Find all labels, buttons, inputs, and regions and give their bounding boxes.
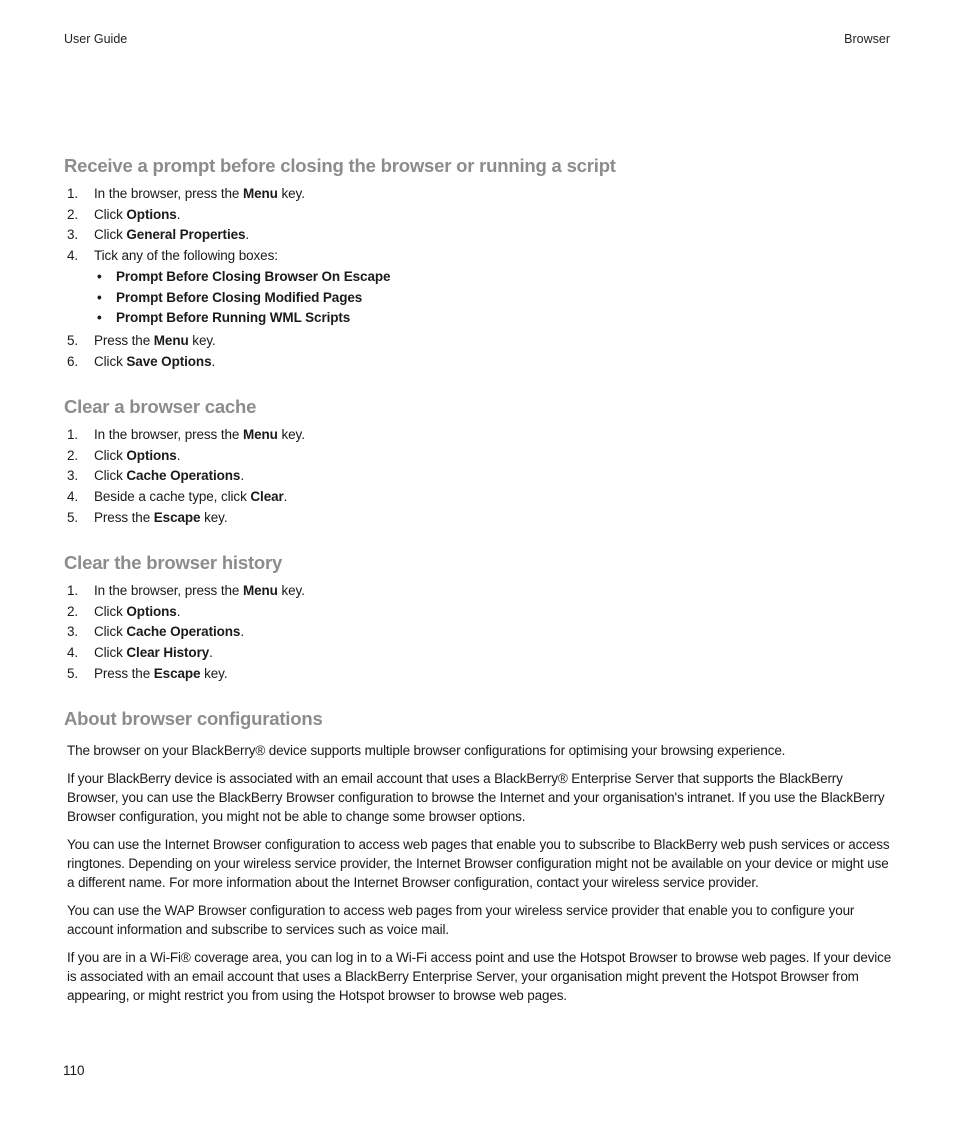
step-number: 2. — [67, 206, 79, 222]
step-keyword: Options — [126, 206, 177, 222]
checkbox-options-list — [94, 267, 892, 331]
section-clear-cache — [64, 395, 892, 529]
step-text: Click — [94, 603, 127, 619]
step-item — [64, 581, 892, 602]
step-text: key. — [277, 427, 305, 442]
step-text: In the browser, press the — [94, 427, 243, 442]
step-item — [64, 466, 892, 487]
section-about-configurations — [64, 707, 892, 1014]
section-heading: Receive a prompt before closing the browser or running a script — [64, 155, 616, 176]
paragraph: If your BlackBerry device is associated with an email account that uses a BlackBerry® Enterprise Server that supports the BlackBerry Browser, you can use the BlackBerry Browser configuration to browse the Internet and your organisation's intranet. If you use the BlackBerry Browser configuration, you might not be able to change some browser options. — [67, 771, 885, 824]
step-text: Press the — [94, 665, 154, 681]
step-keyword: Escape — [153, 665, 201, 681]
step-number: 4. — [67, 248, 79, 264]
bullet-icon: • — [97, 268, 102, 284]
step-keyword: Escape — [153, 509, 201, 525]
step-text: . — [209, 645, 213, 661]
step-item — [64, 643, 892, 664]
option-name: Prompt Before Closing Modified Pages — [116, 289, 363, 305]
step-keyword: Menu — [242, 583, 278, 598]
step-text: Click — [94, 624, 127, 640]
list-item — [94, 267, 892, 288]
step-text: . — [176, 447, 181, 463]
option-name: Prompt Before Running WML Scripts — [116, 310, 351, 326]
step-text: . — [176, 206, 181, 222]
step-item — [64, 664, 892, 685]
step-keyword: Save Options — [126, 353, 212, 369]
steps-list — [64, 184, 892, 372]
step-text: Click — [94, 353, 127, 369]
paragraph: You can use the Internet Browser configuration to access web pages that enable you to subscribe to BlackBerry web push services or access ringtones. Depending on your wireless service provider, the Internet Browser configuration might not be available on your device or might use a different name. For more information about the Internet Browser configuration, contact your wireless service provider. — [67, 837, 890, 890]
step-text: key. — [277, 583, 305, 598]
step-item — [64, 184, 892, 205]
step-number: 3. — [67, 227, 79, 243]
step-text: Click — [94, 227, 127, 243]
step-keyword: Options — [126, 603, 177, 619]
step-item — [64, 508, 892, 529]
step-keyword: Menu — [242, 186, 278, 201]
section-heading: Clear a browser cache — [64, 396, 257, 417]
running-header-left: User Guide — [64, 32, 128, 46]
step-number: 2. — [67, 447, 79, 463]
bullet-icon: • — [97, 310, 102, 326]
step-text: In the browser, press the — [94, 186, 243, 201]
step-text: key. — [200, 509, 228, 525]
step-number: 5. — [67, 665, 79, 681]
step-number: 3. — [67, 468, 79, 484]
page-number: 110 — [63, 1063, 85, 1078]
body-text — [64, 741, 892, 1005]
option-name: Prompt Before Closing Browser On Escape — [116, 268, 391, 284]
step-item — [64, 425, 892, 446]
step-text: Beside a cache type, click — [94, 489, 251, 505]
step-item — [64, 205, 892, 226]
section-heading: Clear the browser history — [64, 552, 283, 573]
step-item — [64, 225, 892, 246]
step-text: Click — [94, 447, 127, 463]
step-item — [64, 446, 892, 467]
running-header-right: Browser — [844, 32, 890, 46]
step-item — [64, 352, 892, 373]
step-text: Click — [94, 468, 127, 484]
step-text: . — [245, 227, 250, 243]
step-keyword: Clear — [250, 489, 284, 505]
step-item — [64, 487, 892, 508]
step-number: 5. — [67, 509, 79, 525]
bullet-icon: • — [97, 289, 102, 305]
step-keyword: Menu — [242, 427, 278, 442]
step-number: 4. — [67, 645, 79, 661]
steps-list — [64, 581, 892, 685]
step-item — [64, 602, 892, 623]
list-item — [94, 288, 892, 309]
step-text: . — [240, 624, 244, 640]
step-text: key. — [200, 665, 228, 681]
step-text: Press the — [94, 509, 154, 525]
step-keyword: Cache Operations — [126, 468, 241, 484]
step-text: Click — [94, 206, 127, 222]
step-number: 3. — [67, 624, 79, 640]
paragraph: The browser on your BlackBerry® device supports multiple browser configurations for optimising your browsing experience. — [67, 743, 786, 758]
step-number: 2. — [67, 603, 79, 619]
step-text: In the browser, press the — [94, 583, 243, 598]
step-text: . — [211, 353, 216, 369]
step-keyword: General Properties — [126, 227, 246, 243]
paragraph: If you are in a Wi-Fi® coverage area, you can log in to a Wi-Fi access point and use the Hotspot Browser to browse web pages. If your device is associated with an email account that uses a BlackBerry Enterprise Server, your organisation might prevent the Hotspot Browser from appearing, or might restrict you from using the Hotspot browser to browse web pages. — [67, 950, 892, 1003]
section-clear-history — [64, 551, 892, 685]
step-keyword: Menu — [153, 332, 189, 348]
step-number: 1. — [67, 583, 79, 598]
step-keyword: Clear History — [126, 645, 210, 661]
step-keyword: Cache Operations — [126, 624, 241, 640]
step-text: . — [176, 603, 181, 619]
step-number: 6. — [67, 353, 79, 369]
step-text: Press the — [94, 332, 154, 348]
step-item — [64, 246, 892, 331]
step-text: key. — [277, 186, 305, 201]
step-keyword: Options — [126, 447, 177, 463]
step-number: 1. — [67, 427, 79, 442]
section-heading: About browser configurations — [64, 708, 323, 729]
section-prompt-before-closing — [64, 154, 892, 372]
list-item — [94, 308, 892, 329]
step-number: 5. — [67, 332, 79, 348]
step-number: 4. — [67, 489, 79, 505]
step-text: . — [240, 468, 244, 484]
step-text: . — [283, 489, 288, 505]
step-item — [64, 622, 892, 643]
step-text: Click — [94, 645, 127, 661]
paragraph: You can use the WAP Browser configuration to access web pages from your wireless service provider that enable you to configure your account information and subscribe to services such as voice mail. — [67, 903, 855, 937]
step-item — [64, 331, 892, 352]
steps-list — [64, 425, 892, 529]
step-text: key. — [188, 332, 216, 348]
step-number: 1. — [67, 186, 79, 201]
step-text: Tick any of the following boxes: — [94, 248, 278, 264]
